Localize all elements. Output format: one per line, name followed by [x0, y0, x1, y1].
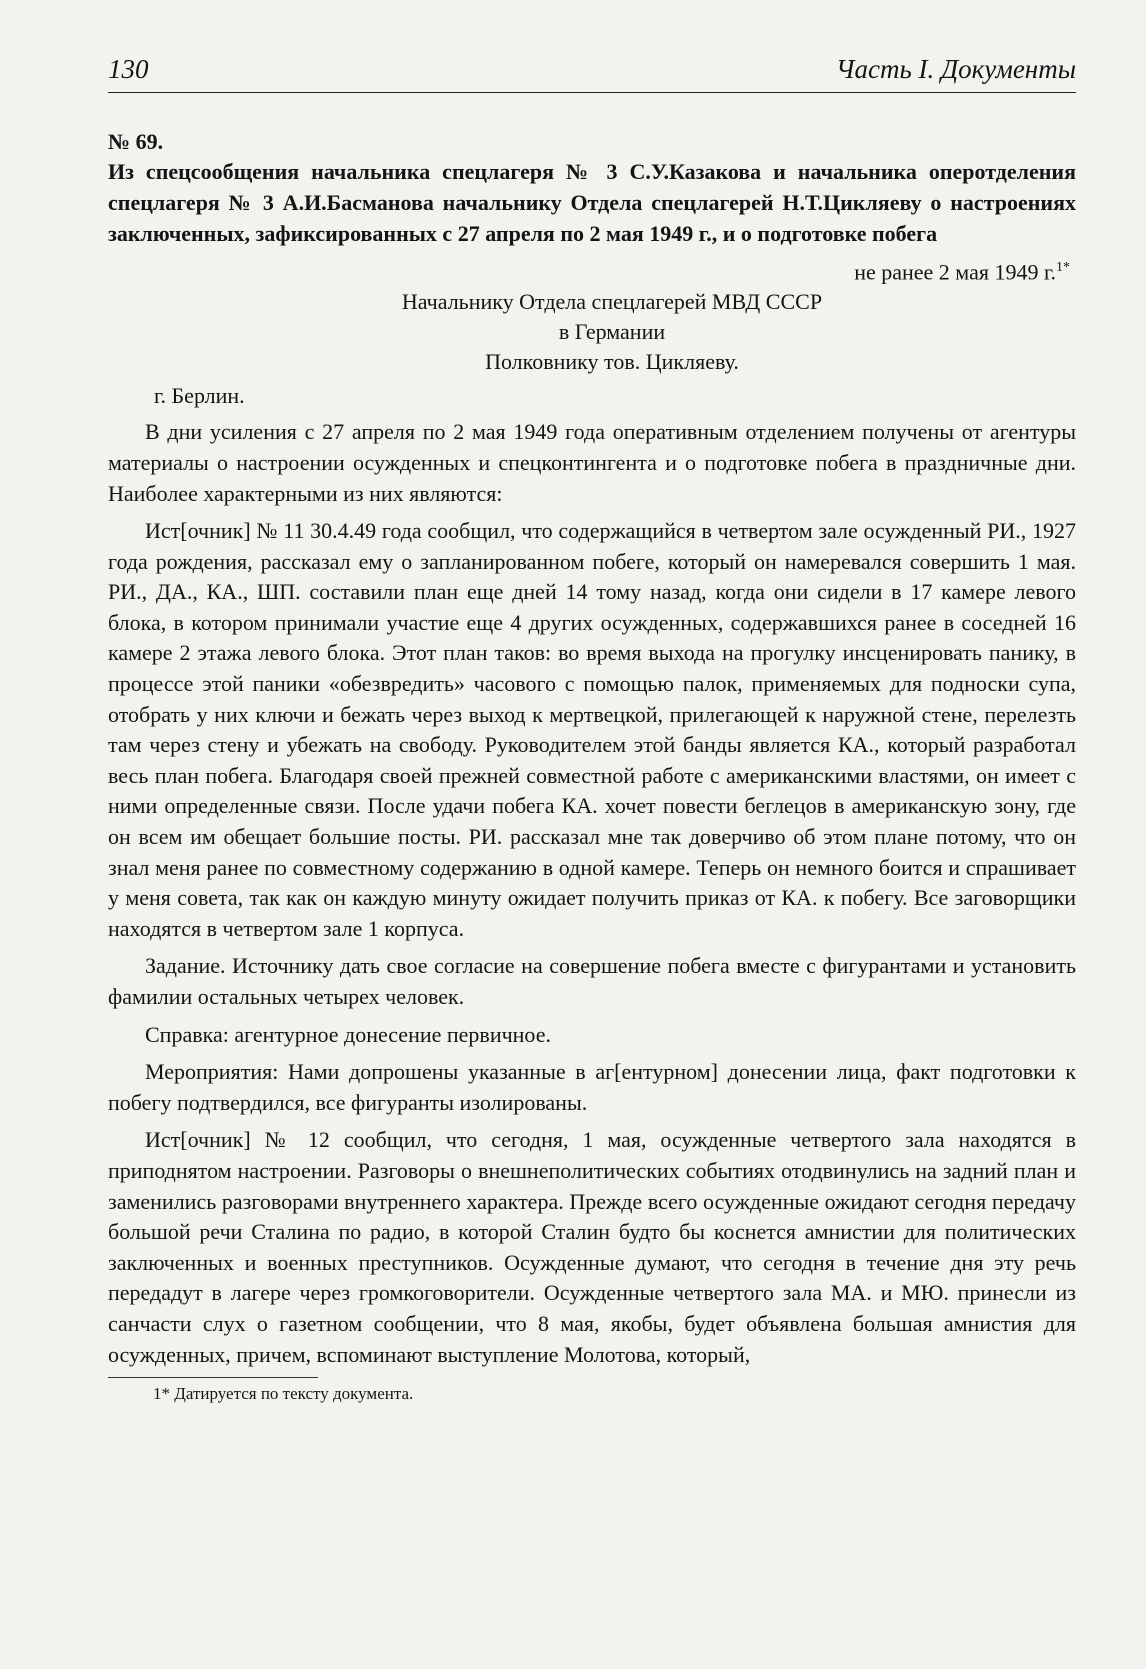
addressee-block	[108, 287, 1076, 377]
date-footnote-mark[interactable]: 1*	[1056, 260, 1070, 275]
body-paragraph: Справка: агентурное донесение первичное.	[145, 1021, 551, 1047]
section-title: Часть I. Документы	[835, 54, 1076, 84]
body-paragraph: В дни усиления с 27 апреля по 2 мая 1949 года оперативным отделением получены от агентуры материалы о настроении осужденных и спецконтингента и о подготовке побега в праздничные дни. Наиболее характерными из них являются:	[108, 419, 1076, 506]
addressee-line: в Германии	[558, 319, 666, 345]
document-date	[108, 253, 1076, 287]
date-text: не ранее 2 мая 1949 г.	[854, 259, 1056, 285]
header-rule	[108, 92, 1076, 93]
addressee-line: Полковнику тов. Цикляеву.	[485, 349, 739, 375]
document-title: Из спецсообщения начальника спецлагеря № 3 С.У.Казакова и начальника оперотделения спецлагеря № 3 А.И.Басманова начальнику Отдела спецлагерей Н.Т.Цикляеву о настроениях заключенных, зафиксированных с 27 апреля по 2 мая 1949 г., и о подготовке побега	[108, 159, 1076, 246]
body-paragraph: Ист[очник] № 11 30.4.49 года сообщил, что содержащийся в четвертом зале осужденный РИ., 1927 года рождения, рассказал ему о запланированном побеге, который он намеревался совершить 1 мая. РИ., ДА., КА., ШП. составили план еще дней 14 тому назад, когда они сидели в 17 камере левого блока, в котором принимали участие еще 4 других осужденных, содержавшихся ранее в соседней 16 камере 2 этажа левого блока. Этот план таков: во время выхода на прогулку инсценировать панику, в процессе этой паники «обезвредить» часового с помощью палок, применяемых для подноски супа, отобрать у них ключи и бежать через выход к мертвецкой, прилегающей к наружной стене, перелезть там через стену и убежать на свободу. Руководителем этой банды является КА., который разработал весь план побега. Благодаря своей прежней совместной работе с американскими властями, он имеет с ними определенные связи. После удачи побега КА. хочет повести беглецов в американскую зону, где он всем им обещает большие посты. РИ. рассказал мне так доверчиво об этом плане потому, что он знал меня ранее по совместному содержанию в одной камере. Теперь он немного боится и спрашивает у меня совета, так как он каждую минуту ожидает получить приказ от КА. к побегу. Все заговорщики находятся в четвертом зале 1 корпуса.	[108, 518, 1076, 941]
footnote-rule	[108, 1377, 318, 1378]
page-number: 130	[108, 54, 149, 84]
addressee-line: Начальнику Отдела спецлагерей МВД СССР	[401, 289, 823, 315]
document-number: № 69.	[108, 129, 164, 154]
footnote: 1* Датируется по тексту документа.	[153, 1384, 414, 1404]
running-head	[108, 50, 1076, 86]
city-line: г. Берлин.	[154, 383, 245, 409]
body-paragraph: Ист[очник] № 12 сообщил, что сегодня, 1 мая, осужденные четвертого зала находятся в приподнятом настроении. Разговоры о внешнеполитических событиях отодвинулись на задний план и заменились разговорами внутреннего характера. Прежде всего осужденные ожидают сегодня передачу большой речи Сталина по радио, в которой Сталин будто бы коснется амнистии для политических заключенных и военных преступников. Осужденные думают, что сегодня в течение дня эту речь передадут в лагере через громкоговорители. Осужденные четвертого зала МА. и МЮ. принесли из санчасти слух о газетном сообщении, что 8 мая, якобы, будет объявлена большая амнистия для осужденных, причем, вспоминают выступление Молотова, который,	[108, 1127, 1076, 1367]
document-body	[108, 417, 1076, 1370]
body-paragraph: Задание. Источнику дать свое согласие на совершение побега вместе с фигурантами и установить фамилии остальных четырех человек.	[108, 953, 1076, 1010]
body-paragraph: Мероприятия: Нами допрошены указанные в аг[ентурном] донесении лица, факт подготовки к побегу подтвердился, все фигуранты изолированы.	[108, 1059, 1076, 1115]
